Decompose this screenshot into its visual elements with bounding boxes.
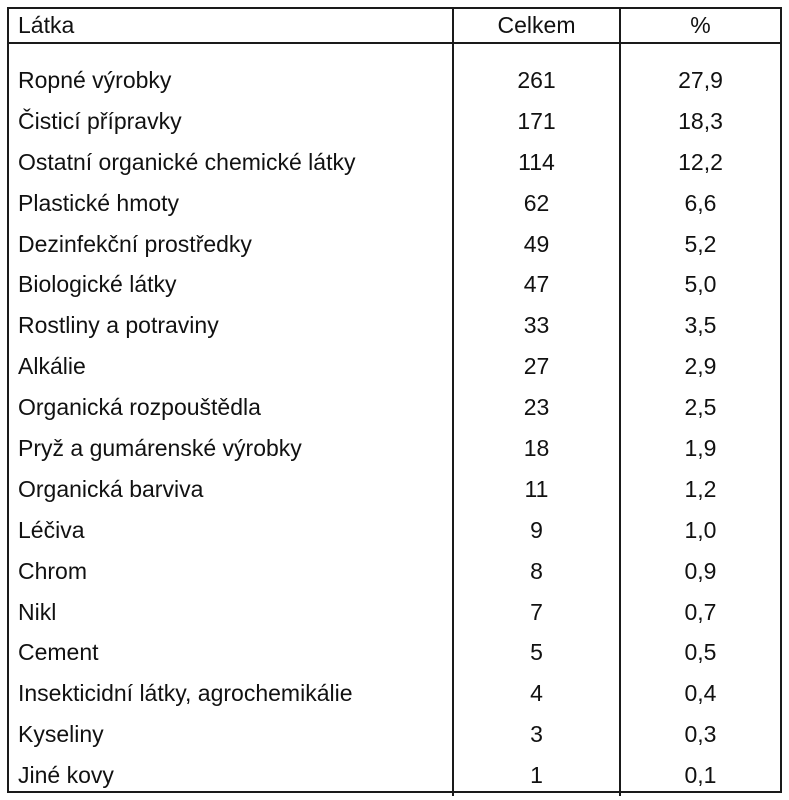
- substance-cell: Organická barviva: [18, 475, 204, 502]
- substance-cell: Plastické hmoty: [18, 189, 180, 216]
- total-cell: 114: [518, 148, 555, 175]
- percent-cell: 0,3: [684, 721, 717, 748]
- total-cell: 261: [517, 67, 556, 93]
- total-cell: 9: [530, 516, 543, 543]
- percent-cell: 0,4: [684, 680, 717, 707]
- total-cell: 62: [523, 189, 550, 216]
- total-cell: 7: [530, 598, 543, 625]
- total-cell: 4: [530, 680, 543, 707]
- total-column: [454, 44, 621, 796]
- substance-cell: Cement: [18, 639, 99, 666]
- percent-cell: 2,5: [684, 394, 717, 421]
- percent-cell: 0,5: [684, 639, 717, 666]
- percent-cell: 5,0: [684, 271, 717, 298]
- percent-cell: 1,9: [684, 435, 717, 462]
- total-cell: 27: [523, 353, 550, 380]
- total-cell: 1: [530, 762, 543, 789]
- substance-cell: Alkálie: [18, 353, 86, 380]
- percent-cell: 6,6: [684, 189, 717, 216]
- percent-cell: 1,2: [684, 475, 717, 502]
- percent-cell: 0,9: [684, 557, 717, 584]
- percent-cell: 27,9: [678, 67, 723, 93]
- percent-cell: 3,5: [684, 312, 717, 339]
- substance-cell: Dezinfekční prostředky: [18, 230, 252, 257]
- total-cell: 23: [523, 394, 550, 421]
- total-cell: 171: [517, 107, 556, 134]
- total-cell: 8: [530, 557, 543, 584]
- total-cell: 49: [523, 230, 550, 257]
- substance-cell: Rostliny a potraviny: [18, 312, 219, 339]
- total-cell: 47: [523, 271, 550, 298]
- substance-cell: Nikl: [18, 598, 57, 625]
- percent-cell: 0,7: [684, 598, 717, 625]
- substance-cell: Ostatní organické chemické látky: [18, 148, 356, 175]
- percent-column: [621, 44, 780, 796]
- total-cell: 11: [524, 475, 549, 502]
- percent-cell: 1,0: [684, 516, 717, 543]
- substance-column: [9, 44, 454, 796]
- total-cell: 5: [530, 639, 543, 666]
- percent-cell: 2,9: [684, 353, 717, 380]
- percent-cell: 18,3: [678, 107, 723, 134]
- header-substance: Látka: [9, 9, 454, 44]
- substance-cell: Pryž a gumárenské výrobky: [18, 435, 302, 462]
- substance-cell: Kyseliny: [18, 721, 104, 748]
- substances-table: [7, 7, 782, 793]
- percent-cell: 5,2: [684, 230, 717, 257]
- substance-cell: Insekticidní látky, agrochemikálie: [18, 680, 353, 707]
- substance-cell: Biologické látky: [18, 271, 177, 298]
- header-total: Celkem: [454, 9, 621, 44]
- substance-cell: Léčiva: [18, 516, 85, 543]
- total-cell: 33: [523, 312, 550, 339]
- substance-cell: Ropné výrobky: [18, 67, 172, 93]
- percent-cell: 12,2: [678, 148, 723, 175]
- substance-cell: Organická rozpouštědla: [18, 394, 261, 421]
- substance-cell: Jiné kovy: [18, 762, 114, 789]
- substance-cell: Chrom: [18, 557, 88, 584]
- header-percent: %: [621, 9, 780, 44]
- percent-cell: 0,1: [684, 762, 717, 789]
- substance-cell: Čisticí přípravky: [18, 107, 182, 134]
- total-cell: 3: [530, 721, 543, 748]
- total-cell: 18: [523, 435, 550, 462]
